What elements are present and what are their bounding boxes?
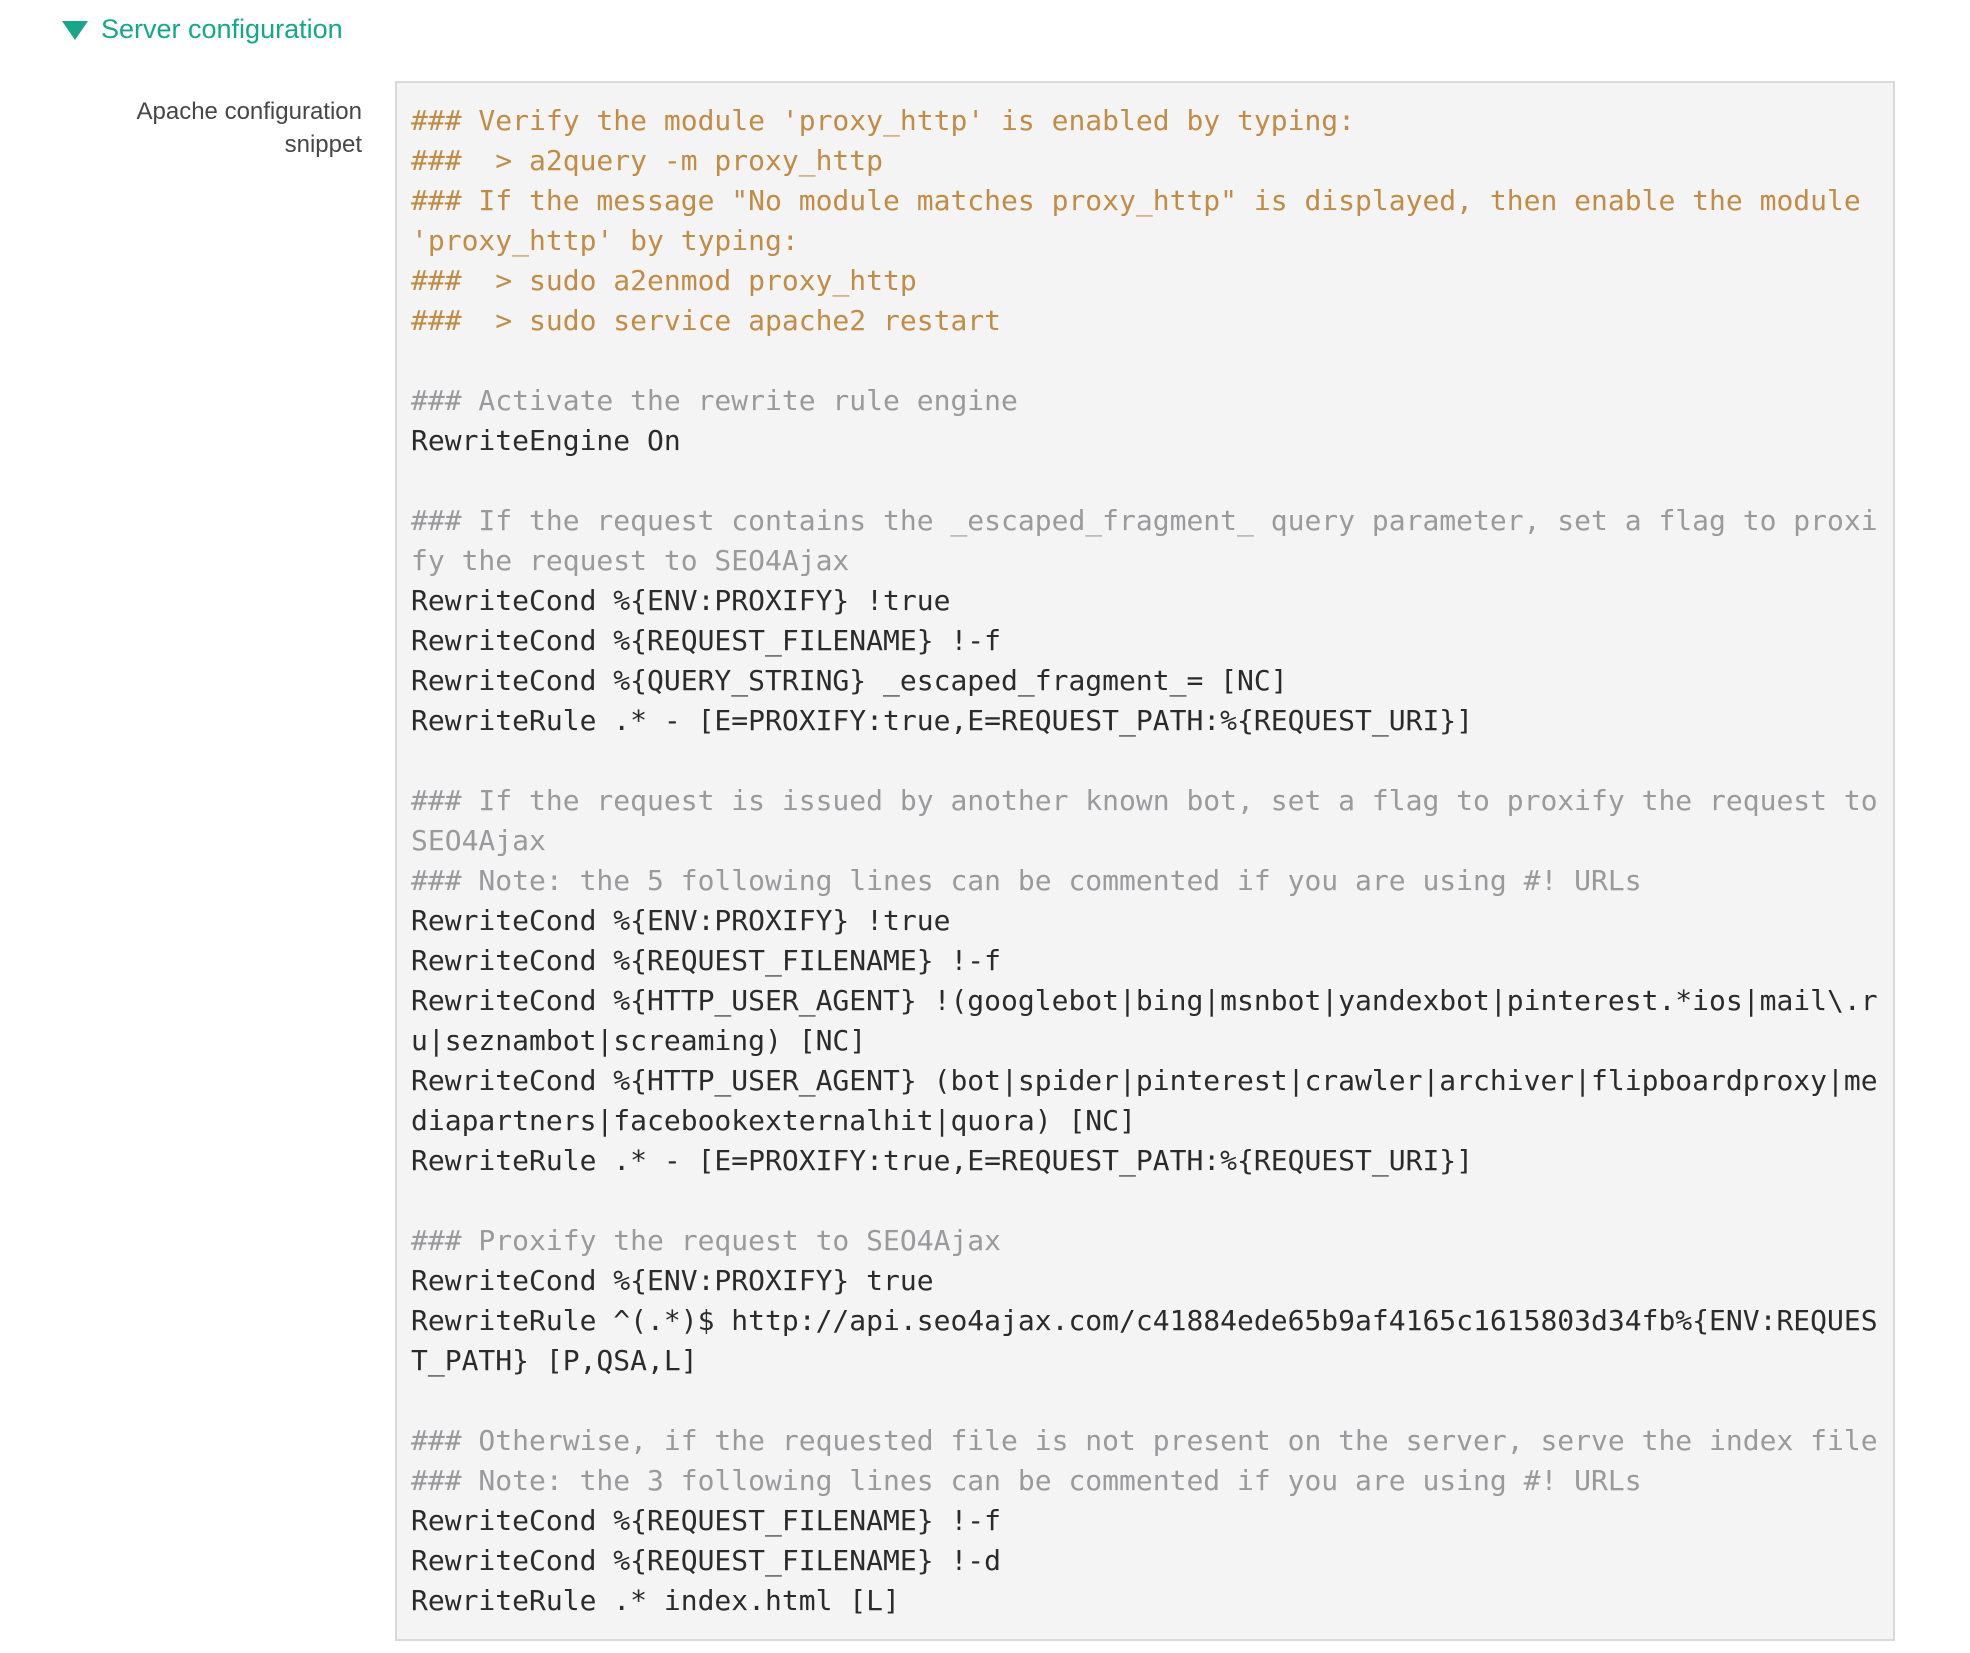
collapse-triangle-icon <box>62 21 88 40</box>
apache-config-field-row <box>0 81 1970 1641</box>
code-line: ### Otherwise, if the requested file is not present on the server, serve the index file <box>411 1424 1878 1457</box>
code-line: ### > sudo service apache2 restart <box>411 304 1002 337</box>
code-line: RewriteRule ^(.*)$ http://api.seo4ajax.com/c41884ede65b9af4165c1615803d34fb%{ENV:REQUES <box>411 1304 1878 1337</box>
code-line: RewriteCond %{REQUEST_FILENAME} !-f <box>411 944 1002 977</box>
apache-config-snippet-code-block[interactable] <box>395 81 1895 1641</box>
code-line <box>411 1181 1879 1221</box>
code-line: RewriteRule .* index.html [L] <box>411 1584 900 1617</box>
code-line: RewriteCond %{HTTP_USER_AGENT} !(googlebot|bing|msnbot|yandexbot|pinterest.*ios|mail\.r <box>411 984 1878 1017</box>
code-line: RewriteRule .* - [E=PROXIFY:true,E=REQUEST_PATH:%{REQUEST_URI}] <box>411 1144 1474 1177</box>
code-line: RewriteCond %{HTTP_USER_AGENT} (bot|spider|pinterest|crawler|archiver|flipboardproxy|me <box>411 1064 1878 1097</box>
code-line: u|seznambot|screaming) [NC] <box>411 1024 867 1057</box>
apache-config-snippet-label: Apache configuration snippet <box>136 98 362 158</box>
code-line: RewriteCond %{ENV:PROXIFY} !true <box>411 584 951 617</box>
code-line <box>411 461 1879 501</box>
code-line: RewriteCond %{ENV:PROXIFY} !true <box>411 904 951 937</box>
code-line: ### Verify the module 'proxy_http' is enabled by typing: <box>411 104 1356 137</box>
code-line: T_PATH} [P,QSA,L] <box>411 1344 698 1377</box>
server-configuration-page <box>0 12 1970 1653</box>
code-line: RewriteEngine On <box>411 424 681 457</box>
code-line: RewriteCond %{REQUEST_FILENAME} !-d <box>411 1544 1002 1577</box>
code-line <box>411 741 1879 781</box>
code-line: ### If the message "No module matches proxy_http" is displayed, then enable the module <box>411 184 1861 217</box>
code-line: diapartners|facebookexternalhit|quora) [NC] <box>411 1104 1136 1137</box>
code-line: ### If the request contains the _escaped_fragment_ query parameter, set a flag to proxi <box>411 504 1878 537</box>
code-line: RewriteRule .* - [E=PROXIFY:true,E=REQUEST_PATH:%{REQUEST_URI}] <box>411 704 1474 737</box>
code-line: SEO4Ajax <box>411 824 546 857</box>
code-line <box>411 341 1879 381</box>
code-line: fy the request to SEO4Ajax <box>411 544 850 577</box>
code-line: ### > sudo a2enmod proxy_http <box>411 264 917 297</box>
code-line: ### Proxify the request to SEO4Ajax <box>411 1224 1002 1257</box>
code-line: RewriteCond %{REQUEST_FILENAME} !-f <box>411 624 1002 657</box>
code-line: ### Activate the rewrite rule engine <box>411 384 1018 417</box>
code-line: RewriteCond %{ENV:PROXIFY} true <box>411 1264 934 1297</box>
code-line <box>411 1381 1879 1421</box>
code-line: 'proxy_http' by typing: <box>411 224 799 257</box>
section-header-server-configuration[interactable] <box>62 12 1970 46</box>
code-line: ### Note: the 3 following lines can be commented if you are using #! URLs <box>411 1464 1642 1497</box>
code-line: RewriteCond %{QUERY_STRING} _escaped_fragment_= [NC] <box>411 664 1288 697</box>
section-title: Server configuration <box>101 13 343 44</box>
code-line: ### Note: the 5 following lines can be commented if you are using #! URLs <box>411 864 1642 897</box>
code-line: ### If the request is issued by another known bot, set a flag to proxify the request to <box>411 784 1878 817</box>
code-line: RewriteCond %{REQUEST_FILENAME} !-f <box>411 1504 1002 1537</box>
code-line: ### > a2query -m proxy_http <box>411 144 884 177</box>
